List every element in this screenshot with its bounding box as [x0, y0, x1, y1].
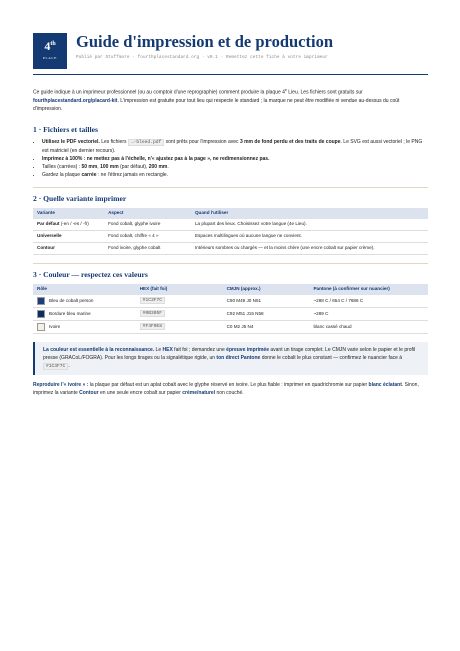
section-divider — [33, 187, 428, 188]
fourth-place-logo — [33, 33, 67, 69]
section-heading-color: 3 · Couleur — respectez ces valeurs — [33, 269, 148, 279]
list-item: • Tailles (carrées) : 50 mm, 100 mm (par défaut), 200 mm. — [42, 163, 428, 171]
bleed-filename: …-bleed.pdf — [128, 139, 164, 146]
color-swatch — [37, 323, 45, 331]
column-header: CMJN (approx.) — [223, 284, 310, 295]
list-item: • Imprimez à 100% : ne mettez pas à l'échelle, n'« ajustez pas à la page », ne redimensionnez pas. — [42, 155, 428, 163]
column-header: Rôle — [33, 284, 136, 295]
logo-number: 4 — [44, 39, 51, 53]
section-heading-variants: 2 · Quelle variante imprimer — [33, 193, 127, 203]
column-header: Aspect — [104, 208, 191, 219]
column-header: Variante — [33, 208, 104, 219]
section-divider — [33, 263, 428, 264]
page-header — [33, 33, 428, 71]
files-list — [33, 138, 428, 179]
logo-superscript: th — [50, 41, 56, 47]
list-item: • Utilisez le PDF vectoriel. Les fichiers …-bleed.pdf sont prêts pour l'impression avec 3 mm de fond perdu et des traits de coupe. Le SVG est aussi vectoriel ; le PNG est matriciel (en dernier recours). — [42, 138, 428, 155]
color-callout: La couleur est essentielle à la reconnaissance. Le HEX fait foi ; demandez une épreuve imprimée avant un tirage complet. Le CMJN varie selon le papier et le profil presse (GRACoL/FOGRA). Pour les longs tirages ou la signalétique rigide, un ton direct Pantone donne le cobalt le plus constant — confirmez le nuancier face à #1C3F7C . — [33, 342, 428, 375]
table-header-row — [33, 284, 428, 295]
ivory-paragraph: Reproduire l'« ivoire » : la plaque par défaut est un aplat cobalt avec le glyphe réservé en ivoire. Le plus fiable : imprimer en quadrichromie sur papier blanc éclatant. Sinon, imprimez la variante Contour en une seule encre cobalt sur papier crème/naturel non couché. — [33, 381, 419, 396]
column-header: Pantone (à confirmer sur nuancier) — [309, 284, 428, 295]
column-header: HEX (fait foi) — [136, 284, 223, 295]
color-swatch — [37, 310, 45, 318]
color-swatch — [37, 297, 45, 305]
color-table — [33, 284, 428, 334]
page-subtitle: Publié par Stuffmore · fourthplacestandard.org · v0.1 · Remettez cette fiche à votre imprimeur — [76, 55, 328, 60]
document-body — [33, 86, 428, 397]
placard-kit-link[interactable]: fourthplacestandard.org/placard-kit — [33, 97, 118, 104]
section-heading-files: 1 · Fichiers et tailles — [33, 124, 98, 134]
table-row: Bleu de cobalt person #1C3F7C C90 M49 J0 N51 ~288 C / 654 C / 7686 C — [33, 295, 428, 308]
table-header-row — [33, 208, 428, 219]
variants-table — [33, 208, 428, 255]
intro-paragraph: Ce guide indique à un imprimeur professionnel (ou au comptoir d'une reprographie) comment produire la plaque 4e Lieu. Les fichiers sont gratuits sur fourthplacestandard.org/placard-kit. L'impression est gratuite pour tout lieu qui respecte le standard ; la marque ne peut être modifiée ni vendue au-dessus du coût d'impression. — [33, 88, 400, 112]
table-row: Universelle Fond cobalt, chiffre « 4 » Espaces multilingues où aucune langue ne convient. — [33, 230, 428, 242]
table-row: Contour Fond ivoire, glyphe cobalt Intérieurs sombres ou chargés — et la moins chère (une encre cobalt sur papier crème). — [33, 242, 428, 254]
page-title: Guide d'impression et de production — [76, 32, 334, 51]
logo-caption: PLACE — [42, 56, 58, 60]
header-divider — [33, 74, 428, 75]
table-row: Ivoire #F4F0E8 C0 M2 J5 N4 blanc cassé chaud — [33, 320, 428, 333]
column-header: Quand l'utiliser — [191, 208, 428, 219]
list-item: • Gardez la plaque carrée : ne l'étirez jamais en rectangle. — [42, 171, 428, 179]
table-row: Bordure bleu marine #0B305F C92 M51 J15 N58 ~289 C — [33, 307, 428, 320]
table-row: Par défaut (-en / -es / -fr) Fond cobalt, glyphe ivoire La plupart des lieux. Choisissez votre langue (4e Lieu). — [33, 219, 428, 231]
